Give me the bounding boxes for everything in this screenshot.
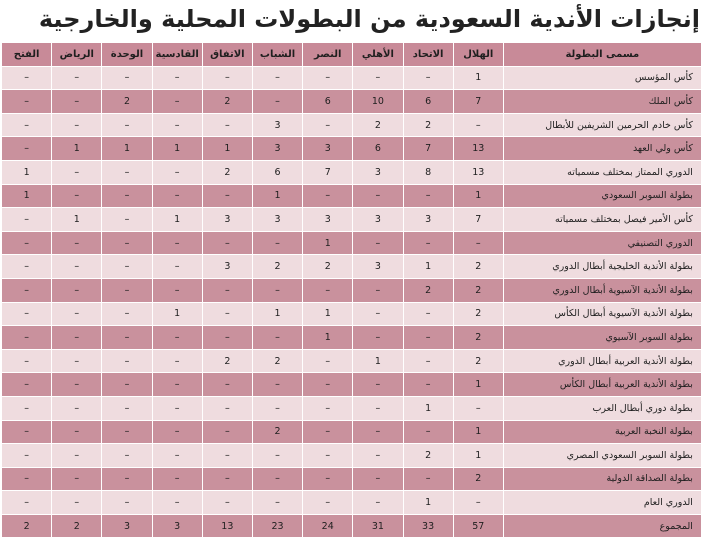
title-count-cell: – [102, 467, 152, 491]
tournament-name-cell: بطولة الأندية الآسيوية أبطال الدوري [503, 278, 701, 302]
column-header-club: الاتفاق [202, 43, 252, 67]
title-count-cell: 3 [152, 514, 202, 538]
title-count-cell: – [52, 420, 102, 444]
title-count-cell: 3 [353, 208, 403, 232]
title-count-cell: – [52, 231, 102, 255]
title-count-cell: – [52, 491, 102, 515]
title-count-cell: 6 [353, 137, 403, 161]
total-row [2, 514, 702, 538]
title-count-cell: 23 [252, 514, 302, 538]
title-count-cell: 13 [453, 137, 503, 161]
achievements-table [1, 42, 702, 538]
title-count-cell: – [102, 208, 152, 232]
title-count-cell: – [353, 66, 403, 90]
title-count-cell: – [403, 231, 453, 255]
tournament-name-cell: بطولة السوبر الآسيوي [503, 326, 701, 350]
title-count-cell: – [303, 113, 353, 137]
title-count-cell: 1 [403, 255, 453, 279]
title-count-cell: – [403, 184, 453, 208]
title-count-cell: 2 [453, 255, 503, 279]
title-count-cell: – [353, 326, 403, 350]
title-count-cell: – [252, 278, 302, 302]
title-count-cell: – [453, 231, 503, 255]
title-count-cell: – [303, 184, 353, 208]
title-count-cell: – [52, 467, 102, 491]
title-count-cell: – [453, 113, 503, 137]
title-count-cell: – [403, 302, 453, 326]
table-row [2, 184, 702, 208]
title-count-cell: 3 [353, 255, 403, 279]
title-count-cell: 1 [102, 137, 152, 161]
title-count-cell: – [52, 349, 102, 373]
table-row [2, 113, 702, 137]
column-header-club: الاتحاد [403, 43, 453, 67]
table-header-row [2, 43, 702, 67]
title-count-cell: – [102, 184, 152, 208]
title-count-cell: – [152, 326, 202, 350]
title-count-cell: 6 [403, 90, 453, 114]
column-header-club: الرياض [52, 43, 102, 67]
title-count-cell: – [52, 444, 102, 468]
table-row [2, 444, 702, 468]
title-count-cell: 1 [303, 326, 353, 350]
title-count-cell: – [52, 302, 102, 326]
table-row [2, 160, 702, 184]
column-header-club: النصر [303, 43, 353, 67]
tournament-name-cell: بطولة الأندية العربية أبطال الكأس [503, 373, 701, 397]
title-count-cell: – [102, 302, 152, 326]
table-row [2, 231, 702, 255]
tournament-name-cell: كأس الملك [503, 90, 701, 114]
title-count-cell: – [2, 349, 52, 373]
tournament-name-cell: بطولة السوبر السعودي [503, 184, 701, 208]
title-count-cell: – [2, 467, 52, 491]
column-header-club: الفتح [2, 43, 52, 67]
title-count-cell: – [453, 491, 503, 515]
title-count-cell: – [52, 326, 102, 350]
title-count-cell: 3 [252, 208, 302, 232]
column-header-club: الهلال [453, 43, 503, 67]
title-count-cell: – [102, 231, 152, 255]
tournament-name-cell: بطولة الأندية الخليجية أبطال الدوري [503, 255, 701, 279]
title-count-cell: 1 [453, 184, 503, 208]
title-count-cell: – [2, 326, 52, 350]
title-count-cell: – [152, 444, 202, 468]
title-count-cell: 3 [252, 137, 302, 161]
title-count-cell: – [152, 113, 202, 137]
table-row [2, 420, 702, 444]
title-count-cell: 3 [102, 514, 152, 538]
title-count-cell: 10 [353, 90, 403, 114]
title-count-cell: 2 [252, 420, 302, 444]
title-count-cell: – [403, 349, 453, 373]
title-count-cell: 1 [453, 373, 503, 397]
title-count-cell: – [102, 113, 152, 137]
title-count-cell: – [252, 326, 302, 350]
title-count-cell: 1 [453, 420, 503, 444]
title-count-cell: 2 [353, 113, 403, 137]
column-header-club: الوحدة [102, 43, 152, 67]
title-count-cell: – [202, 231, 252, 255]
title-count-cell: 1 [403, 491, 453, 515]
page-title: إنجازات الأندية السعودية من البطولات المحلية والخارجية [38, 5, 700, 33]
table-row [2, 349, 702, 373]
title-count-cell: – [202, 444, 252, 468]
title-count-cell: – [152, 396, 202, 420]
title-count-cell: – [152, 66, 202, 90]
title-count-cell: 6 [303, 90, 353, 114]
title-count-cell: – [102, 278, 152, 302]
column-header-tournament: مسمى البطولة [503, 43, 701, 67]
title-count-cell: 2 [453, 302, 503, 326]
title-count-cell: 1 [2, 184, 52, 208]
title-count-cell: – [252, 231, 302, 255]
title-count-cell: – [252, 467, 302, 491]
tournament-name-cell: المجموع [503, 514, 701, 538]
title-count-cell: 3 [353, 160, 403, 184]
title-count-cell: – [353, 302, 403, 326]
table-body [2, 66, 702, 538]
title-count-cell: 3 [303, 208, 353, 232]
title-count-cell: – [403, 373, 453, 397]
column-header-club: الأهلي [353, 43, 403, 67]
title-count-cell: – [2, 137, 52, 161]
title-count-cell: 7 [453, 90, 503, 114]
table-row [2, 302, 702, 326]
title-count-cell: – [152, 231, 202, 255]
title-count-cell: – [102, 326, 152, 350]
title-count-cell: – [102, 491, 152, 515]
title-count-cell: – [2, 278, 52, 302]
title-count-cell: – [152, 467, 202, 491]
title-count-cell: – [303, 420, 353, 444]
title-count-cell: 1 [152, 302, 202, 326]
tournament-name-cell: بطولة الأندية الآسيوية أبطال الكأس [503, 302, 701, 326]
title-count-cell: – [2, 255, 52, 279]
title-count-cell: – [303, 373, 353, 397]
title-count-cell: – [353, 184, 403, 208]
title-count-cell: – [303, 278, 353, 302]
title-count-cell: – [353, 396, 403, 420]
title-count-cell: 13 [453, 160, 503, 184]
title-count-cell: 1 [2, 160, 52, 184]
title-count-cell: – [202, 396, 252, 420]
title-count-cell: – [102, 255, 152, 279]
title-count-cell: 3 [403, 208, 453, 232]
title-count-cell: – [152, 255, 202, 279]
title-count-cell: – [152, 420, 202, 444]
title-count-cell: – [353, 231, 403, 255]
title-count-cell: 24 [303, 514, 353, 538]
title-count-cell: 1 [403, 396, 453, 420]
title-count-cell: – [353, 444, 403, 468]
title-count-cell: 1 [303, 302, 353, 326]
table-row [2, 66, 702, 90]
title-count-cell: – [202, 420, 252, 444]
title-count-cell: – [52, 90, 102, 114]
title-count-cell: – [202, 491, 252, 515]
title-count-cell: – [202, 373, 252, 397]
title-count-cell: 2 [453, 278, 503, 302]
title-count-cell: 2 [453, 326, 503, 350]
title-count-cell: – [52, 278, 102, 302]
tournament-name-cell: كأس المؤسس [503, 66, 701, 90]
title-count-cell: – [303, 467, 353, 491]
title-count-cell: – [102, 373, 152, 397]
title-count-cell: 1 [252, 302, 302, 326]
title-count-cell: – [202, 467, 252, 491]
table-row [2, 255, 702, 279]
title-count-cell: – [2, 373, 52, 397]
title-count-cell: – [102, 396, 152, 420]
title-count-cell: 13 [202, 514, 252, 538]
title-count-cell: – [403, 326, 453, 350]
title-count-cell: – [52, 160, 102, 184]
table-row [2, 491, 702, 515]
title-count-cell: – [52, 66, 102, 90]
table-row [2, 467, 702, 491]
title-count-cell: 2 [252, 255, 302, 279]
title-count-cell: 1 [202, 137, 252, 161]
title-count-cell: 3 [202, 255, 252, 279]
tournament-name-cell: بطولة السوبر السعودي المصري [503, 444, 701, 468]
title-count-cell: 33 [403, 514, 453, 538]
title-count-cell: 2 [453, 467, 503, 491]
title-count-cell: – [403, 66, 453, 90]
tournament-name-cell: بطولة الصداقة الدولية [503, 467, 701, 491]
title-count-cell: 2 [52, 514, 102, 538]
title-count-cell: – [453, 396, 503, 420]
title-count-cell: – [403, 420, 453, 444]
title-count-cell: 1 [303, 231, 353, 255]
title-count-cell: 1 [152, 137, 202, 161]
title-count-cell: – [52, 113, 102, 137]
title-count-cell: – [152, 491, 202, 515]
title-count-cell: – [353, 278, 403, 302]
title-count-cell: – [303, 66, 353, 90]
table-row [2, 373, 702, 397]
tournament-name-cell: الدوري العام [503, 491, 701, 515]
title-count-cell: – [252, 90, 302, 114]
title-count-cell: – [2, 208, 52, 232]
title-count-cell: – [102, 420, 152, 444]
title-count-cell: – [2, 231, 52, 255]
title-count-cell: – [52, 373, 102, 397]
table-row [2, 326, 702, 350]
title-count-cell: – [2, 113, 52, 137]
table-row [2, 137, 702, 161]
title-count-cell: – [102, 66, 152, 90]
tournament-name-cell: كأس الأمير فيصل بمختلف مسمياته [503, 208, 701, 232]
title-count-cell: – [2, 396, 52, 420]
title-count-cell: – [252, 66, 302, 90]
table-row [2, 278, 702, 302]
title-count-cell: 6 [252, 160, 302, 184]
title-count-cell: 3 [252, 113, 302, 137]
title-count-cell: – [152, 184, 202, 208]
title-count-cell: 1 [52, 137, 102, 161]
table-row [2, 396, 702, 420]
title-count-cell: – [202, 184, 252, 208]
title-count-cell: – [102, 160, 152, 184]
title-count-cell: – [2, 66, 52, 90]
title-count-cell: 7 [303, 160, 353, 184]
title-count-cell: – [152, 160, 202, 184]
title-count-cell: 1 [353, 349, 403, 373]
title-count-cell: 2 [403, 444, 453, 468]
title-count-cell: – [152, 349, 202, 373]
tournament-name-cell: بطولة دوري أبطال العرب [503, 396, 701, 420]
title-count-cell: – [2, 420, 52, 444]
title-count-cell: 57 [453, 514, 503, 538]
title-count-cell: – [403, 467, 453, 491]
title-count-cell: – [202, 302, 252, 326]
title-count-cell: 2 [2, 514, 52, 538]
title-count-cell: – [102, 349, 152, 373]
title-count-cell: 7 [453, 208, 503, 232]
title-count-cell: – [252, 396, 302, 420]
title-count-cell: 1 [52, 208, 102, 232]
title-count-cell: – [152, 90, 202, 114]
title-count-cell: – [2, 444, 52, 468]
title-count-cell: – [52, 396, 102, 420]
title-count-cell: – [202, 326, 252, 350]
title-count-cell: 31 [353, 514, 403, 538]
tournament-name-cell: كأس ولي العهد [503, 137, 701, 161]
title-count-cell: 2 [252, 349, 302, 373]
tournament-name-cell: بطولة الأندية العربية أبطال الدوري [503, 349, 701, 373]
tournament-name-cell: الدوري الممتاز بمختلف مسمياته [503, 160, 701, 184]
tournament-name-cell: كأس خادم الحرمين الشريفين للأبطال [503, 113, 701, 137]
title-count-cell: 2 [202, 90, 252, 114]
title-count-cell: – [102, 444, 152, 468]
title-count-cell: 1 [152, 208, 202, 232]
title-count-cell: – [202, 278, 252, 302]
title-count-cell: 2 [102, 90, 152, 114]
title-count-cell: – [303, 444, 353, 468]
column-header-club: الشباب [252, 43, 302, 67]
title-count-cell: 2 [303, 255, 353, 279]
title-count-cell: 3 [202, 208, 252, 232]
title-count-cell: – [252, 444, 302, 468]
title-count-cell: 2 [403, 278, 453, 302]
title-count-cell: – [2, 302, 52, 326]
title-count-cell: – [252, 373, 302, 397]
title-count-cell: 2 [202, 349, 252, 373]
title-count-cell: 1 [252, 184, 302, 208]
title-count-cell: – [252, 491, 302, 515]
title-count-cell: – [152, 278, 202, 302]
tournament-name-cell: بطولة النخبة العربية [503, 420, 701, 444]
title-count-cell: – [353, 373, 403, 397]
tournament-name-cell: الدوري التصنيفي [503, 231, 701, 255]
title-count-cell: – [202, 113, 252, 137]
table-row [2, 208, 702, 232]
title-count-cell: 2 [202, 160, 252, 184]
title-count-cell: 1 [453, 444, 503, 468]
title-count-cell: – [303, 491, 353, 515]
title-count-cell: 8 [403, 160, 453, 184]
title-count-cell: 1 [453, 66, 503, 90]
table-row [2, 90, 702, 114]
title-count-cell: – [152, 373, 202, 397]
title-count-cell: – [303, 349, 353, 373]
title-count-cell: – [52, 255, 102, 279]
title-count-cell: 7 [403, 137, 453, 161]
title-count-cell: – [303, 396, 353, 420]
title-count-cell: 2 [453, 349, 503, 373]
title-count-cell: – [353, 420, 403, 444]
title-count-cell: 3 [303, 137, 353, 161]
title-count-cell: – [2, 90, 52, 114]
column-header-club: القادسية [152, 43, 202, 67]
title-count-cell: – [353, 467, 403, 491]
title-count-cell: – [2, 491, 52, 515]
title-count-cell: 2 [403, 113, 453, 137]
title-count-cell: – [353, 491, 403, 515]
title-count-cell: – [52, 184, 102, 208]
title-count-cell: – [202, 66, 252, 90]
